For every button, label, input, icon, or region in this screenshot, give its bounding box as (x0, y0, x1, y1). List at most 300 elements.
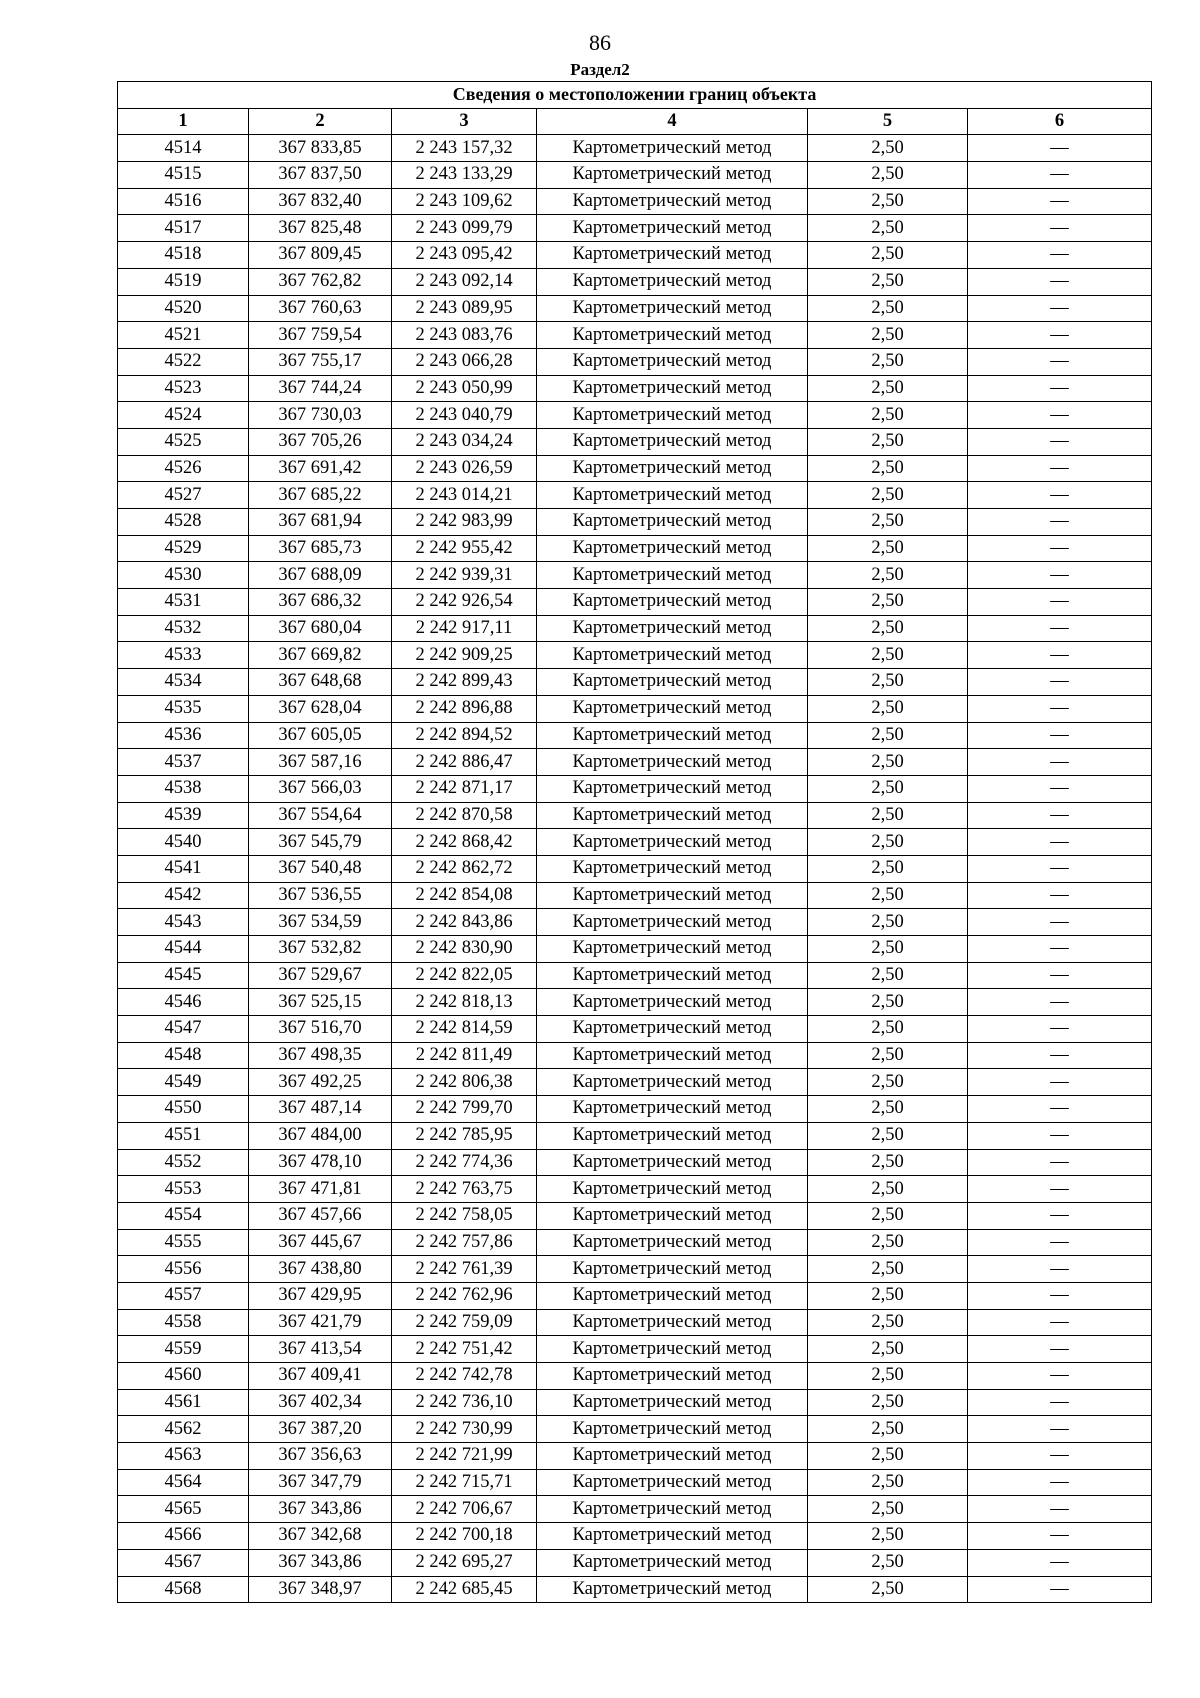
x-coordinate-cell: 367 809,45 (249, 242, 392, 269)
table-row (118, 722, 1152, 749)
note-cell: — (968, 1389, 1152, 1416)
x-coordinate-cell: 367 837,50 (249, 162, 392, 189)
method-cell: Картометрический метод (537, 1256, 808, 1283)
method-cell: Картометрический метод (537, 215, 808, 242)
column-header-4: 4 (537, 108, 808, 135)
note-cell: — (968, 1523, 1152, 1550)
note-cell: — (968, 562, 1152, 589)
point-number-cell: 4564 (118, 1469, 249, 1496)
method-cell: Картометрический метод (537, 1016, 808, 1043)
note-cell: — (968, 1282, 1152, 1309)
accuracy-cell: 2,50 (808, 642, 968, 669)
boundary-coordinates-table (117, 81, 1152, 1603)
table-row (118, 215, 1152, 242)
method-cell: Картометрический метод (537, 268, 808, 295)
point-number-cell: 4541 (118, 855, 249, 882)
table-row (118, 322, 1152, 349)
method-cell: Картометрический метод (537, 749, 808, 776)
accuracy-cell: 2,50 (808, 348, 968, 375)
x-coordinate-cell: 367 445,67 (249, 1229, 392, 1256)
table-row (118, 1576, 1152, 1603)
note-cell: — (968, 375, 1152, 402)
point-number-cell: 4544 (118, 936, 249, 963)
x-coordinate-cell: 367 471,81 (249, 1176, 392, 1203)
accuracy-cell: 2,50 (808, 162, 968, 189)
note-cell: — (968, 615, 1152, 642)
y-coordinate-cell: 2 243 099,79 (392, 215, 537, 242)
column-header-2: 2 (249, 108, 392, 135)
method-cell: Картометрический метод (537, 402, 808, 429)
note-cell: — (968, 1549, 1152, 1576)
table-row (118, 1416, 1152, 1443)
x-coordinate-cell: 367 348,97 (249, 1576, 392, 1603)
note-cell: — (968, 1443, 1152, 1470)
table-row (118, 242, 1152, 269)
accuracy-cell: 2,50 (808, 802, 968, 829)
x-coordinate-cell: 367 492,25 (249, 1069, 392, 1096)
point-number-cell: 4542 (118, 882, 249, 909)
note-cell: — (968, 188, 1152, 215)
table-row (118, 615, 1152, 642)
y-coordinate-cell: 2 242 700,18 (392, 1523, 537, 1550)
y-coordinate-cell: 2 242 871,17 (392, 775, 537, 802)
accuracy-cell: 2,50 (808, 1336, 968, 1363)
note-cell: — (968, 268, 1152, 295)
table-row (118, 1469, 1152, 1496)
method-cell: Картометрический метод (537, 695, 808, 722)
point-number-cell: 4559 (118, 1336, 249, 1363)
x-coordinate-cell: 367 534,59 (249, 909, 392, 936)
table-row (118, 829, 1152, 856)
method-cell: Картометрический метод (537, 829, 808, 856)
point-number-cell: 4535 (118, 695, 249, 722)
note-cell: — (968, 882, 1152, 909)
point-number-cell: 4558 (118, 1309, 249, 1336)
point-number-cell: 4543 (118, 909, 249, 936)
table-row (118, 695, 1152, 722)
accuracy-cell: 2,50 (808, 829, 968, 856)
y-coordinate-cell: 2 242 870,58 (392, 802, 537, 829)
point-number-cell: 4514 (118, 135, 249, 162)
point-number-cell: 4518 (118, 242, 249, 269)
accuracy-cell: 2,50 (808, 215, 968, 242)
accuracy-cell: 2,50 (808, 909, 968, 936)
point-number-cell: 4536 (118, 722, 249, 749)
x-coordinate-cell: 367 680,04 (249, 615, 392, 642)
point-number-cell: 4567 (118, 1549, 249, 1576)
table-row (118, 936, 1152, 963)
accuracy-cell: 2,50 (808, 1096, 968, 1123)
y-coordinate-cell: 2 242 762,96 (392, 1282, 537, 1309)
y-coordinate-cell: 2 242 751,42 (392, 1336, 537, 1363)
point-number-cell: 4515 (118, 162, 249, 189)
x-coordinate-cell: 367 688,09 (249, 562, 392, 589)
accuracy-cell: 2,50 (808, 1523, 968, 1550)
accuracy-cell: 2,50 (808, 1282, 968, 1309)
accuracy-cell: 2,50 (808, 455, 968, 482)
x-coordinate-cell: 367 686,32 (249, 589, 392, 616)
method-cell: Картометрический метод (537, 1469, 808, 1496)
point-number-cell: 4523 (118, 375, 249, 402)
accuracy-cell: 2,50 (808, 1176, 968, 1203)
y-coordinate-cell: 2 242 830,90 (392, 936, 537, 963)
method-cell: Картометрический метод (537, 242, 808, 269)
accuracy-cell: 2,50 (808, 1549, 968, 1576)
table-row (118, 428, 1152, 455)
table-row (118, 802, 1152, 829)
note-cell: — (968, 855, 1152, 882)
method-cell: Картометрический метод (537, 1549, 808, 1576)
table-row (118, 962, 1152, 989)
table-row (118, 1523, 1152, 1550)
point-number-cell: 4540 (118, 829, 249, 856)
y-coordinate-cell: 2 243 089,95 (392, 295, 537, 322)
y-coordinate-cell: 2 242 983,99 (392, 509, 537, 536)
method-cell: Картометрический метод (537, 482, 808, 509)
y-coordinate-cell: 2 242 814,59 (392, 1016, 537, 1043)
x-coordinate-cell: 367 605,05 (249, 722, 392, 749)
method-cell: Картометрический метод (537, 162, 808, 189)
method-cell: Картометрический метод (537, 1309, 808, 1336)
table-row (118, 642, 1152, 669)
note-cell: — (968, 295, 1152, 322)
x-coordinate-cell: 367 387,20 (249, 1416, 392, 1443)
table-row (118, 535, 1152, 562)
point-number-cell: 4555 (118, 1229, 249, 1256)
table-row (118, 135, 1152, 162)
x-coordinate-cell: 367 685,73 (249, 535, 392, 562)
table-row (118, 1149, 1152, 1176)
method-cell: Картометрический метод (537, 722, 808, 749)
column-header-3: 3 (392, 108, 537, 135)
column-header-6: 6 (968, 108, 1152, 135)
note-cell: — (968, 695, 1152, 722)
note-cell: — (968, 1469, 1152, 1496)
point-number-cell: 4565 (118, 1496, 249, 1523)
accuracy-cell: 2,50 (808, 775, 968, 802)
x-coordinate-cell: 367 484,00 (249, 1122, 392, 1149)
x-coordinate-cell: 367 487,14 (249, 1096, 392, 1123)
point-number-cell: 4553 (118, 1176, 249, 1203)
accuracy-cell: 2,50 (808, 535, 968, 562)
accuracy-cell: 2,50 (808, 669, 968, 696)
y-coordinate-cell: 2 243 050,99 (392, 375, 537, 402)
y-coordinate-cell: 2 243 095,42 (392, 242, 537, 269)
table-row (118, 1363, 1152, 1390)
accuracy-cell: 2,50 (808, 1042, 968, 1069)
table-row (118, 1096, 1152, 1123)
note-cell: — (968, 1149, 1152, 1176)
note-cell: — (968, 455, 1152, 482)
method-cell: Картометрический метод (537, 1416, 808, 1443)
method-cell: Картометрический метод (537, 1069, 808, 1096)
y-coordinate-cell: 2 243 066,28 (392, 348, 537, 375)
accuracy-cell: 2,50 (808, 882, 968, 909)
x-coordinate-cell: 367 832,40 (249, 188, 392, 215)
point-number-cell: 4529 (118, 535, 249, 562)
accuracy-cell: 2,50 (808, 1149, 968, 1176)
x-coordinate-cell: 367 669,82 (249, 642, 392, 669)
point-number-cell: 4548 (118, 1042, 249, 1069)
y-coordinate-cell: 2 242 757,86 (392, 1229, 537, 1256)
page-number: 86 (589, 30, 611, 55)
accuracy-cell: 2,50 (808, 1443, 968, 1470)
y-coordinate-cell: 2 242 926,54 (392, 589, 537, 616)
note-cell: — (968, 322, 1152, 349)
table-row (118, 348, 1152, 375)
accuracy-cell: 2,50 (808, 1416, 968, 1443)
method-cell: Картометрический метод (537, 1523, 808, 1550)
note-cell: — (968, 428, 1152, 455)
column-header-5: 5 (808, 108, 968, 135)
method-cell: Картометрический метод (537, 1496, 808, 1523)
accuracy-cell: 2,50 (808, 589, 968, 616)
point-number-cell: 4563 (118, 1443, 249, 1470)
method-cell: Картометрический метод (537, 509, 808, 536)
note-cell: — (968, 749, 1152, 776)
point-number-cell: 4566 (118, 1523, 249, 1550)
x-coordinate-cell: 367 498,35 (249, 1042, 392, 1069)
note-cell: — (968, 589, 1152, 616)
point-number-cell: 4525 (118, 428, 249, 455)
accuracy-cell: 2,50 (808, 1229, 968, 1256)
table-row (118, 188, 1152, 215)
accuracy-cell: 2,50 (808, 482, 968, 509)
note-cell: — (968, 1069, 1152, 1096)
y-coordinate-cell: 2 242 806,38 (392, 1069, 537, 1096)
note-cell: — (968, 989, 1152, 1016)
note-cell: — (968, 1042, 1152, 1069)
table-row (118, 855, 1152, 882)
table-row (118, 562, 1152, 589)
method-cell: Картометрический метод (537, 348, 808, 375)
table-row (118, 1229, 1152, 1256)
method-cell: Картометрический метод (537, 1389, 808, 1416)
y-coordinate-cell: 2 243 092,14 (392, 268, 537, 295)
point-number-cell: 4530 (118, 562, 249, 589)
accuracy-cell: 2,50 (808, 135, 968, 162)
y-coordinate-cell: 2 242 695,27 (392, 1549, 537, 1576)
table-row (118, 509, 1152, 536)
method-cell: Картометрический метод (537, 1096, 808, 1123)
x-coordinate-cell: 367 825,48 (249, 215, 392, 242)
note-cell: — (968, 775, 1152, 802)
point-number-cell: 4557 (118, 1282, 249, 1309)
method-cell: Картометрический метод (537, 642, 808, 669)
table-row (118, 482, 1152, 509)
note-cell: — (968, 215, 1152, 242)
method-cell: Картометрический метод (537, 428, 808, 455)
x-coordinate-cell: 367 628,04 (249, 695, 392, 722)
y-coordinate-cell: 2 242 759,09 (392, 1309, 537, 1336)
accuracy-cell: 2,50 (808, 242, 968, 269)
method-cell: Картометрический метод (537, 535, 808, 562)
note-cell: — (968, 242, 1152, 269)
accuracy-cell: 2,50 (808, 1469, 968, 1496)
x-coordinate-cell: 367 402,34 (249, 1389, 392, 1416)
method-cell: Картометрический метод (537, 322, 808, 349)
method-cell: Картометрический метод (537, 1042, 808, 1069)
y-coordinate-cell: 2 242 886,47 (392, 749, 537, 776)
table-row (118, 1336, 1152, 1363)
accuracy-cell: 2,50 (808, 1069, 968, 1096)
table-row (118, 162, 1152, 189)
y-coordinate-cell: 2 243 026,59 (392, 455, 537, 482)
y-coordinate-cell: 2 242 715,71 (392, 1469, 537, 1496)
y-coordinate-cell: 2 242 843,86 (392, 909, 537, 936)
note-cell: — (968, 1363, 1152, 1390)
y-coordinate-cell: 2 243 083,76 (392, 322, 537, 349)
y-coordinate-cell: 2 243 014,21 (392, 482, 537, 509)
accuracy-cell: 2,50 (808, 322, 968, 349)
method-cell: Картометрический метод (537, 882, 808, 909)
table-caption-row (118, 82, 1152, 109)
note-cell: — (968, 1496, 1152, 1523)
note-cell: — (968, 802, 1152, 829)
note-cell: — (968, 1176, 1152, 1203)
point-number-cell: 4519 (118, 268, 249, 295)
method-cell: Картометрический метод (537, 669, 808, 696)
y-coordinate-cell: 2 242 868,42 (392, 829, 537, 856)
x-coordinate-cell: 367 347,79 (249, 1469, 392, 1496)
y-coordinate-cell: 2 242 758,05 (392, 1202, 537, 1229)
accuracy-cell: 2,50 (808, 695, 968, 722)
point-number-cell: 4552 (118, 1149, 249, 1176)
note-cell: — (968, 1336, 1152, 1363)
accuracy-cell: 2,50 (808, 1576, 968, 1603)
y-coordinate-cell: 2 243 133,29 (392, 162, 537, 189)
accuracy-cell: 2,50 (808, 1016, 968, 1043)
note-cell: — (968, 1096, 1152, 1123)
point-number-cell: 4520 (118, 295, 249, 322)
table-row (118, 1122, 1152, 1149)
point-number-cell: 4532 (118, 615, 249, 642)
table-row (118, 295, 1152, 322)
note-cell: — (968, 669, 1152, 696)
x-coordinate-cell: 367 529,67 (249, 962, 392, 989)
method-cell: Картометрический метод (537, 615, 808, 642)
y-coordinate-cell: 2 242 955,42 (392, 535, 537, 562)
table-row (118, 749, 1152, 776)
x-coordinate-cell: 367 342,68 (249, 1523, 392, 1550)
method-cell: Картометрический метод (537, 455, 808, 482)
method-cell: Картометрический метод (537, 909, 808, 936)
note-cell: — (968, 829, 1152, 856)
note-cell: — (968, 162, 1152, 189)
note-cell: — (968, 722, 1152, 749)
note-cell: — (968, 962, 1152, 989)
x-coordinate-cell: 367 681,94 (249, 509, 392, 536)
point-number-cell: 4526 (118, 455, 249, 482)
y-coordinate-cell: 2 242 785,95 (392, 1122, 537, 1149)
column-header-1: 1 (118, 108, 249, 135)
y-coordinate-cell: 2 242 899,43 (392, 669, 537, 696)
table-row (118, 375, 1152, 402)
point-number-cell: 4568 (118, 1576, 249, 1603)
column-header-row (118, 108, 1152, 135)
note-cell: — (968, 1229, 1152, 1256)
table-row (118, 1309, 1152, 1336)
table-row (118, 909, 1152, 936)
accuracy-cell: 2,50 (808, 509, 968, 536)
point-number-cell: 4537 (118, 749, 249, 776)
x-coordinate-cell: 367 413,54 (249, 1336, 392, 1363)
accuracy-cell: 2,50 (808, 936, 968, 963)
point-number-cell: 4528 (118, 509, 249, 536)
accuracy-cell: 2,50 (808, 989, 968, 1016)
x-coordinate-cell: 367 762,82 (249, 268, 392, 295)
x-coordinate-cell: 367 744,24 (249, 375, 392, 402)
point-number-cell: 4533 (118, 642, 249, 669)
accuracy-cell: 2,50 (808, 1309, 968, 1336)
method-cell: Картометрический метод (537, 562, 808, 589)
method-cell: Картометрический метод (537, 775, 808, 802)
table-row (118, 989, 1152, 1016)
method-cell: Картометрический метод (537, 1336, 808, 1363)
point-number-cell: 4560 (118, 1363, 249, 1390)
accuracy-cell: 2,50 (808, 375, 968, 402)
note-cell: — (968, 482, 1152, 509)
x-coordinate-cell: 367 421,79 (249, 1309, 392, 1336)
y-coordinate-cell: 2 242 721,99 (392, 1443, 537, 1470)
note-cell: — (968, 1416, 1152, 1443)
method-cell: Картометрический метод (537, 989, 808, 1016)
accuracy-cell: 2,50 (808, 1122, 968, 1149)
point-number-cell: 4556 (118, 1256, 249, 1283)
section-title: Раздел2 (570, 60, 630, 79)
table-row (118, 1256, 1152, 1283)
y-coordinate-cell: 2 242 862,72 (392, 855, 537, 882)
y-coordinate-cell: 2 242 736,10 (392, 1389, 537, 1416)
note-cell: — (968, 1309, 1152, 1336)
y-coordinate-cell: 2 242 894,52 (392, 722, 537, 749)
accuracy-cell: 2,50 (808, 268, 968, 295)
method-cell: Картометрический метод (537, 962, 808, 989)
table-row (118, 1202, 1152, 1229)
accuracy-cell: 2,50 (808, 295, 968, 322)
x-coordinate-cell: 367 478,10 (249, 1149, 392, 1176)
accuracy-cell: 2,50 (808, 1389, 968, 1416)
x-coordinate-cell: 367 755,17 (249, 348, 392, 375)
y-coordinate-cell: 2 242 685,45 (392, 1576, 537, 1603)
method-cell: Картометрический метод (537, 135, 808, 162)
point-number-cell: 4550 (118, 1096, 249, 1123)
x-coordinate-cell: 367 525,15 (249, 989, 392, 1016)
accuracy-cell: 2,50 (808, 562, 968, 589)
point-number-cell: 4517 (118, 215, 249, 242)
accuracy-cell: 2,50 (808, 962, 968, 989)
x-coordinate-cell: 367 343,86 (249, 1496, 392, 1523)
table-row (118, 455, 1152, 482)
note-cell: — (968, 936, 1152, 963)
method-cell: Картометрический метод (537, 188, 808, 215)
x-coordinate-cell: 367 587,16 (249, 749, 392, 776)
table-body (118, 135, 1152, 1603)
x-coordinate-cell: 367 532,82 (249, 936, 392, 963)
point-number-cell: 4534 (118, 669, 249, 696)
point-number-cell: 4549 (118, 1069, 249, 1096)
x-coordinate-cell: 367 356,63 (249, 1443, 392, 1470)
note-cell: — (968, 1576, 1152, 1603)
note-cell: — (968, 1202, 1152, 1229)
x-coordinate-cell: 367 429,95 (249, 1282, 392, 1309)
y-coordinate-cell: 2 242 730,99 (392, 1416, 537, 1443)
y-coordinate-cell: 2 242 763,75 (392, 1176, 537, 1203)
x-coordinate-cell: 367 759,54 (249, 322, 392, 349)
accuracy-cell: 2,50 (808, 1496, 968, 1523)
note-cell: — (968, 642, 1152, 669)
table-row (118, 1069, 1152, 1096)
